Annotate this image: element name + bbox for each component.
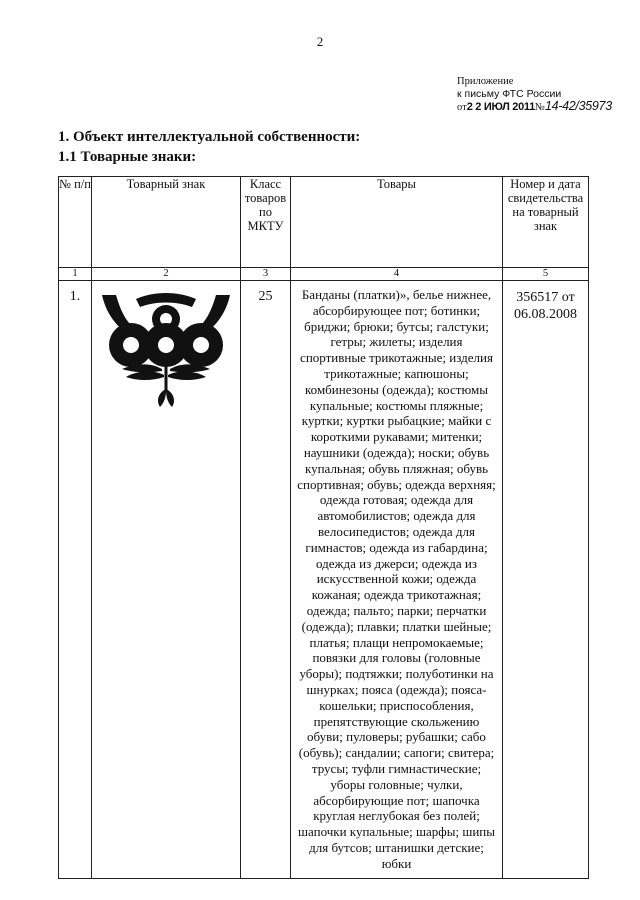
date-prefix: от xyxy=(457,102,467,113)
header-goods: Товары xyxy=(291,177,503,268)
column-number: 4 xyxy=(291,268,503,281)
686-flower-trademark-logo-icon xyxy=(96,289,236,414)
annex-date-line xyxy=(457,100,612,114)
column-number: 1 xyxy=(59,268,92,281)
goods-list: Банданы (платки)», белье нижнее, абсорбирующее пот; ботинки; бриджи; брюки; бутсы; галстуки; гетры; жилеты; изделия спортивные трикотажные; изделия трикотажные; капюшоны; комбинезоны (одежда); костюмы купальные; костюмы пляжные; куртки; куртки рыбацкие; майки с короткими рукавами; митенки; наушники (одежда); носки; обувь купальная; обувь пляжная; обувь спортивная; обувь; одежда верхняя; одежда готовая; одежда для автомобилистов; одежда для велосипедистов; одежда для гимнастов; одежда из габардина; одежда из джерси; одежда из искусственной кожи; одежда кожаная; одежда трикотажная; одежда; пальто; парки; перчатки (одежда); плавки; платки шейные; платья; плащи непромокаемые; повязки для головы (головные уборы); подтяжки; полуботинки на шнурках; пояса (одежда); пояса-кошельки; приспособления, препятствующие скольжению обуви; пуловеры; рубашки; сабо (обувь); сандалии; сапоги; свитера; трусы; туфли гимнастические; уборы головные; чулки, абсорбирующие пот; шапочка круглая неглубокая без полей; шапочки купальные; шарфы; шипы для бутсов; штанишки детские; юбки xyxy=(291,281,503,879)
column-number-row xyxy=(59,268,589,281)
row-index: 1. xyxy=(59,281,92,879)
annex-title: Приложение xyxy=(457,76,514,87)
section-heading: 1. Объект интеллектуальной собственности: xyxy=(58,129,361,145)
header-class: Класс товаров по МКТУ xyxy=(241,177,291,268)
header-certificate: Номер и дата свидетельства на товарный знак xyxy=(503,177,589,268)
handwritten-number: 14-42/35973 xyxy=(544,99,612,113)
header-row xyxy=(59,177,589,268)
certificate-number: 356517 от 06.08.2008 xyxy=(503,281,589,879)
mktu-class: 25 xyxy=(241,281,291,879)
column-number: 5 xyxy=(503,268,589,281)
table-row xyxy=(59,281,589,879)
date-stamp: 2 2 ИЮЛ 2011 xyxy=(466,101,535,113)
subsection-heading: 1.1 Товарные знаки: xyxy=(58,149,197,165)
trademark-cell xyxy=(92,281,241,879)
annex-letter-ref: к письму ФТС России xyxy=(457,88,562,100)
page-number: 2 xyxy=(316,34,324,49)
trademark-table xyxy=(58,176,589,879)
column-number: 2 xyxy=(92,268,241,281)
annex-block xyxy=(457,76,612,114)
column-number: 3 xyxy=(241,268,291,281)
number-prefix: № xyxy=(534,102,545,113)
header-trademark: Товарный знак xyxy=(92,177,241,268)
header-number: № п/п xyxy=(59,177,92,268)
